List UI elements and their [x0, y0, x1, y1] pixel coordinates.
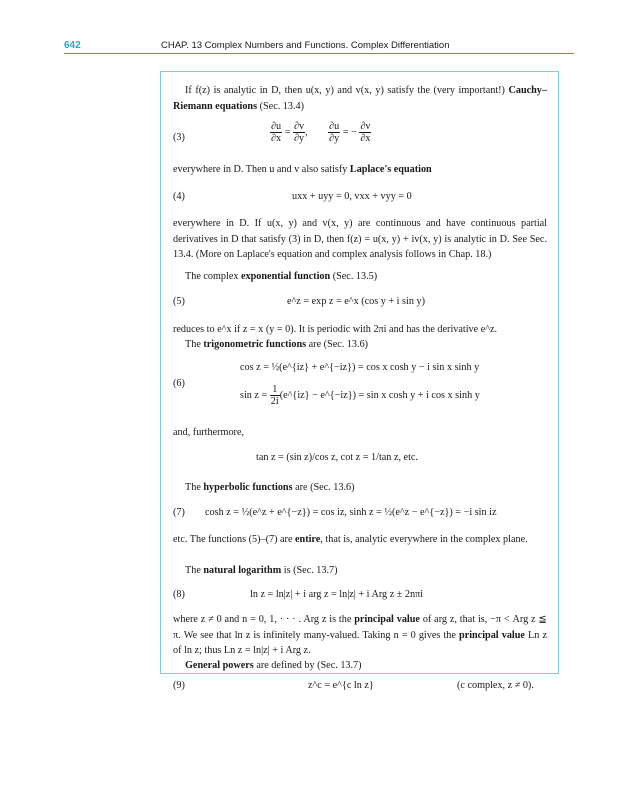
term-general-powers: General powers: [185, 660, 254, 671]
term-natural-log: natural logarithm: [203, 565, 282, 576]
equation-cos: cos z = ½(e^{iz} + e^{−iz}) = cos x cosh y − i sin x sinh y: [240, 362, 480, 373]
equation-cauchy-riemann: $\frac{\partial u}{\partial x}$ = $\frac{\partial v}{\partial y}$ , $\frac{\partial u}{\partial y}$ = − $\frac{\partial v}{\partial x}$: [271, 121, 371, 144]
paragraph-cauchy-riemann-intro: If f(z) is analytic in D, then u(x, y) and v(x, y) satisfy the (very important!) Cauchy–Riemann equations (Sec. 13.4): [173, 85, 547, 112]
paragraph-hyperbolic-intro: The hyperbolic functions are (Sec. 13.6): [185, 482, 355, 493]
equation-sin: sin z = $\frac{1}{2i}$ (e^{iz} − e^{−iz}) = sin x cosh y + i cos x sinh y: [240, 384, 480, 407]
paragraph-exponential-properties: reduces to e^x if z = x (y = 0). It is periodic with 2πi and has the derivative e^z.: [173, 324, 498, 335]
equation-number: (6): [173, 378, 185, 389]
term-laplace: Laplace's equation: [349, 164, 432, 175]
equation-number: (3): [173, 132, 185, 143]
equation-number: (5): [173, 296, 185, 307]
equation-logarithm: ln z = ln|z| + i arg z = ln|z| + i Arg z ± 2nπi: [250, 589, 424, 600]
term-hyperbolic: hyperbolic functions: [203, 482, 293, 493]
equation-tan-cot: tan z = (sin z)/cos z, cot z = 1/tan z, etc.: [256, 452, 418, 463]
paragraph-principal-value: where z ≠ 0 and n = 0, 1, · · · . Arg z is the principal value of arg z, that is, −π < Arg z ≦ π. We see that ln z is infinitely many-valued. Taking n = 0 gives the principal value Ln z of ln z; thus Ln z = ln|z| + i Arg z.: [173, 614, 547, 656]
paragraph-laplace-intro: everywhere in D. Then u and v also satisfy Laplace's equation: [173, 164, 432, 175]
paragraph-exponential-intro: The complex exponential function (Sec. 13.5): [185, 271, 378, 282]
equation-number: (8): [173, 589, 185, 600]
term-entire: entire: [295, 534, 321, 545]
term-trigonometric: trigonometric functions: [203, 339, 307, 350]
term-cauchy-riemann: Cauchy–Riemann equations: [173, 85, 547, 112]
equation-hyperbolic: cosh z = ½(e^z + e^{−z}) = cos iz, sinh z = ½(e^z − e^{−z}) = −i sin iz: [205, 507, 497, 518]
paragraph-entire: etc. The functions (5)–(7) are entire, that is, analytic everywhere in the complex plane.: [173, 534, 528, 545]
equation-laplace: uxx + uyy = 0, vxx + vyy = 0: [292, 191, 412, 202]
equation-exponential: e^z = exp z = e^x (cos y + i sin y): [287, 296, 425, 307]
equation-condition-note: (c complex, z ≠ 0).: [457, 680, 534, 691]
paragraph-furthermore: and, furthermore,: [173, 427, 244, 438]
paragraph-analytic-criterion: everywhere in D. If u(x, y) and v(x, y) are continuous and have continuous partial derivatives in D that satisfy (3) in D, then f(z) = u(x, y) + iv(x, y) is analytic in D. See Sec. 13.4. (More on Laplace's equation and complex analysis follows in Chap. 18.): [173, 218, 547, 260]
page-number: 642: [64, 40, 81, 51]
term-exponential: exponential function: [241, 271, 331, 282]
equation-general-power: z^c = e^{c ln z}: [308, 680, 374, 691]
term-principal-value: principal value: [354, 614, 420, 625]
chapter-title: CHAP. 13 Complex Numbers and Functions. Complex Differentiation: [161, 40, 450, 51]
equation-number: (7): [173, 507, 185, 518]
equation-number: (9): [173, 680, 185, 691]
paragraph-general-powers: General powers are defined by (Sec. 13.7): [185, 660, 362, 671]
header-rule: [64, 53, 574, 54]
term-principal-value: principal value: [459, 629, 525, 641]
equation-number: (4): [173, 191, 185, 202]
paragraph-trig-intro: The trigonometric functions are (Sec. 13.6): [185, 339, 369, 350]
paragraph-logarithm-intro: The natural logarithm is (Sec. 13.7): [185, 565, 338, 576]
